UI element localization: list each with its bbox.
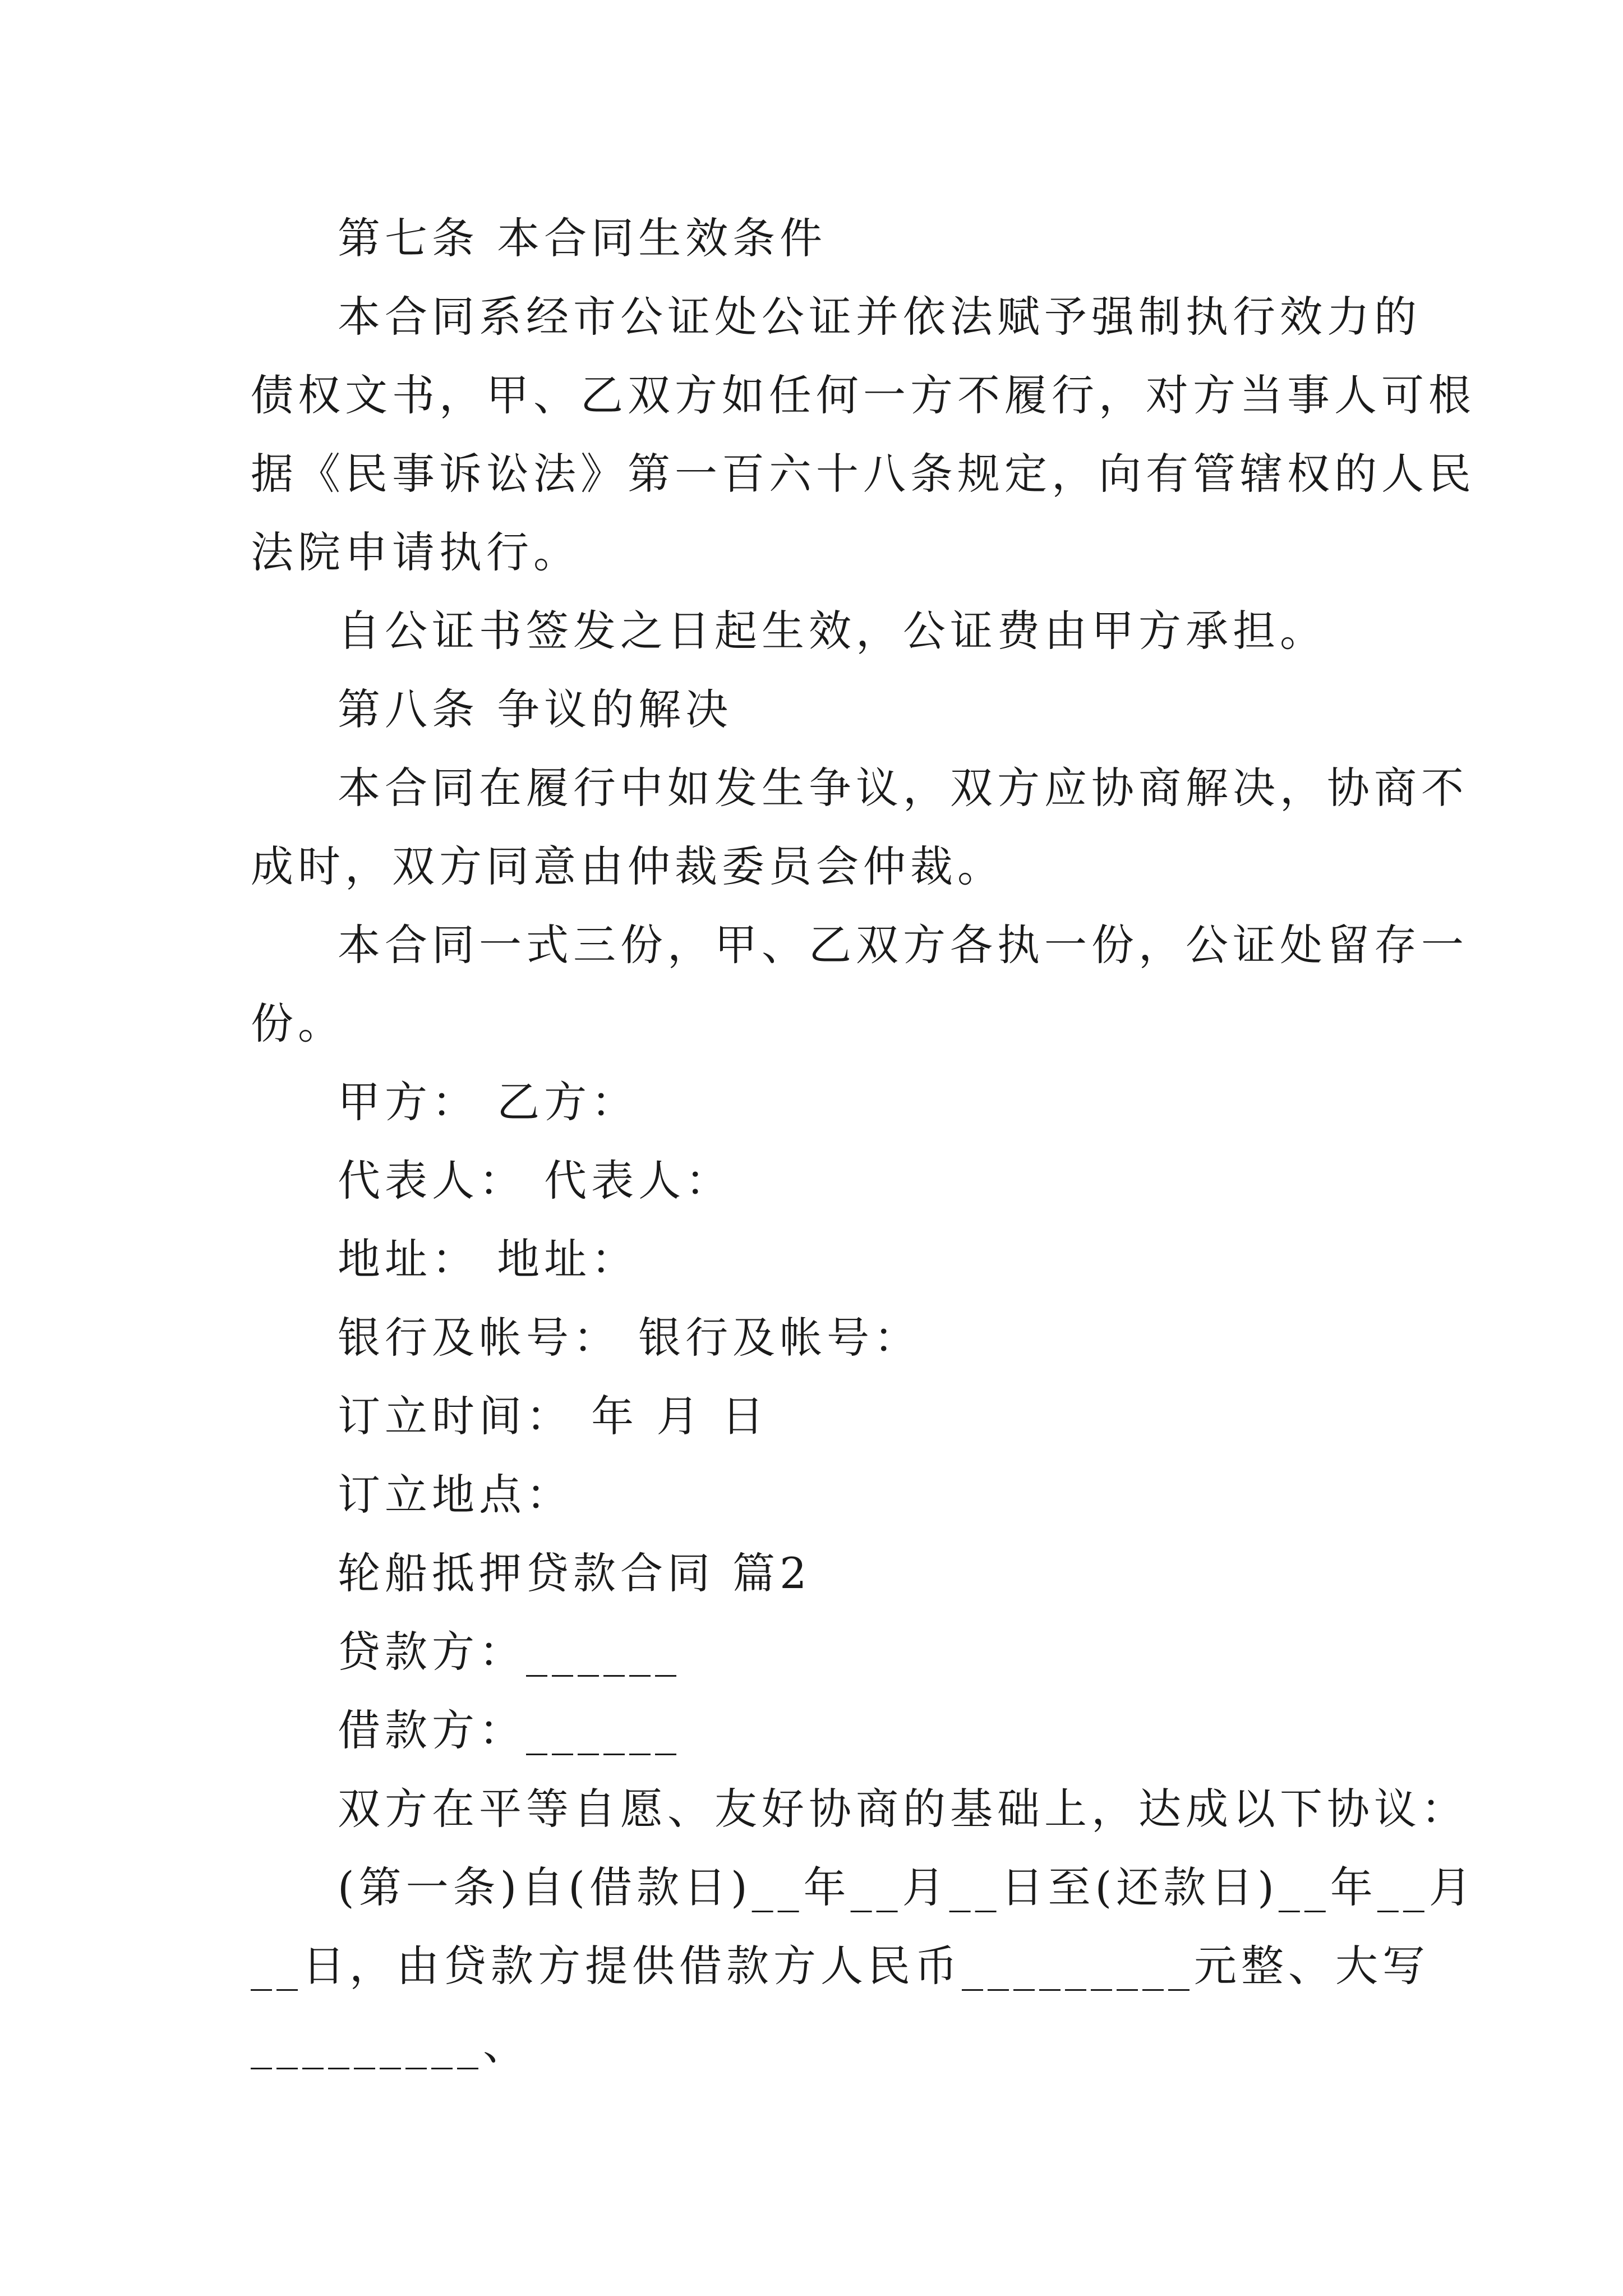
paragraph-line: 成时，双方同意由仲裁委员会仲裁。 [251,841,1004,891]
borrower-line: 借款方：______ [338,1705,681,1755]
paragraph-line: 本合同一式三份，甲、乙双方各执一份，公证处留存一 [338,920,1468,970]
paragraph-line: _________、 [251,2019,530,2069]
signing-place-line: 订立地点： [338,1470,573,1520]
representative-line: 代表人： 代表人： [338,1156,733,1205]
lender-line: 贷款方：______ [338,1627,681,1677]
article-8-heading: 第八条 争议的解决 [338,684,733,734]
article-1-line: (第一条)自(借款日)__年__月__日至(还款日)__年__月 [338,1862,1476,1912]
paragraph-line: 据《民事诉讼法》第一百六十八条规定，向有管辖权的人民 [251,449,1476,499]
paragraph-line: 自公证书签发之日起生效，公证费由甲方承担。 [338,606,1327,656]
paragraph-line: 双方在平等自愿、友好协商的基础上，达成以下协议： [338,1784,1468,1834]
paragraph-line: 本合同系经市公证处公证并依法赋予强制执行效力的 [338,292,1421,342]
signing-date-line: 订立时间： 年 月 日 [338,1391,769,1441]
paragraph-line: 债权文书，甲、乙双方如任何一方不履行，对方当事人可根 [251,370,1476,420]
contract-2-title: 轮船抵押贷款合同 篇2 [338,1548,811,1598]
address-line: 地址： 地址： [338,1234,639,1284]
paragraph-line: __日，由贷款方提供借款方人民币_________元整、大写 [251,1941,1430,1991]
party-line: 甲方： 乙方： [338,1077,639,1127]
paragraph-line: 份。 [251,999,345,1048]
bank-account-line: 银行及帐号： 银行及帐号： [338,1313,921,1363]
paragraph-line: 本合同在履行中如发生争议，双方应协商解决，协商不 [338,763,1468,813]
paragraph-line: 法院申请执行。 [251,527,580,577]
article-7-heading: 第七条 本合同生效条件 [338,213,827,263]
